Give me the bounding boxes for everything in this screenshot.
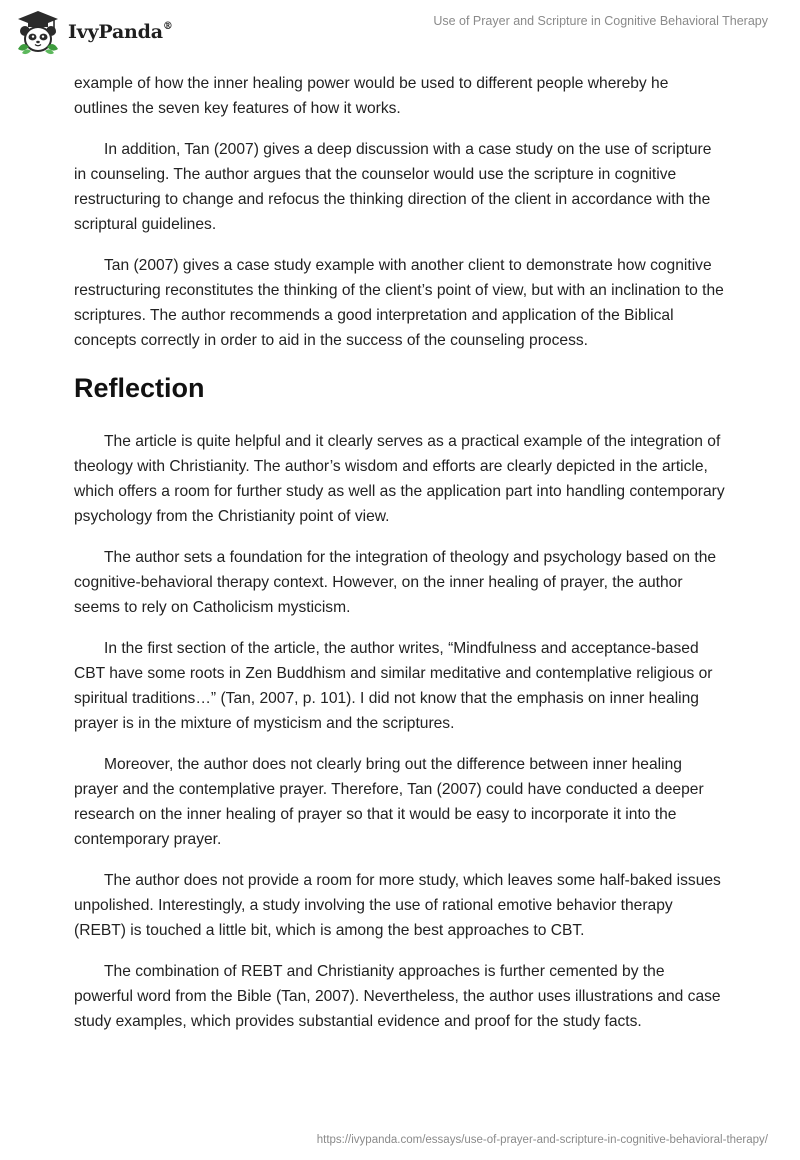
page-header bbox=[0, 0, 800, 64]
paragraph: The author sets a foundation for the integration of theology and psychology based on the cognitive-behavioral therapy context. However, on the inner healing of prayer, the author seems to rely on Catholicism mysticism. bbox=[74, 549, 717, 616]
source-url[interactable]: https://ivypanda.com/essays/use-of-prayer-and-scripture-in-cognitive-behavioral-therapy/ bbox=[316, 1134, 768, 1146]
paragraph-continuation: example of how the inner healing power would be used to different people whereby he outlines the seven key features of how it works. bbox=[74, 75, 669, 117]
paragraph: In the first section of the article, the author writes, “Mindfulness and acceptance-based CBT have some roots in Zen Buddhism and similar meditative and contemplative religious or spiritual traditions…” (Tan, 2007, p. 101). I did not know that the emphasis on inner healing prayer is in the mixture of mysticism and the scriptures. bbox=[74, 640, 713, 732]
paragraph: Tan (2007) gives a case study example with another client to demonstrate how cognitive restructuring reconstitutes the thinking of the client’s point of view, but with an inclination to the scriptures. The author recommends a good interpretation and application of the Biblical concepts correctly in order to aid in the success of the counseling process. bbox=[74, 257, 724, 349]
panda-mascot-icon bbox=[14, 9, 62, 55]
registered-mark: ® bbox=[162, 20, 173, 32]
paragraph: Moreover, the author does not clearly bring out the difference between inner healing prayer and the contemplative prayer. Therefore, Tan (2007) could have conducted a deeper research on the inner healing of prayer so that it would be easy to incorporate it into the contemporary prayer. bbox=[74, 756, 704, 848]
section-heading-reflection: Reflection bbox=[74, 373, 205, 403]
brand-logo[interactable] bbox=[14, 8, 173, 56]
document-title: Use of Prayer and Scripture in Cognitive Behavioral Therapy bbox=[433, 14, 768, 28]
paragraph: In addition, Tan (2007) gives a deep discussion with a case study on the use of scripture in counseling. The author argues that the counselor would use the scripture in cognitive restructuring to change and refocus the thinking direction of the client in accordance with the scriptural guidelines. bbox=[74, 141, 712, 233]
paragraph: The article is quite helpful and it clearly serves as a practical example of the integration of theology with Christianity. The author’s wisdom and efforts are clearly depicted in the article, which offers a room for further study as well as the application part into handling contemporary psychology from the Christianity point of view. bbox=[74, 433, 725, 525]
essay-body bbox=[74, 71, 726, 1050]
brand-name bbox=[68, 21, 173, 43]
paragraph: The author does not provide a room for more study, which leaves some half-baked issues unpolished. Interestingly, a study involving the use of rational emotive behavior therapy (REBT) is touched a little bit, which is among the best approaches to CBT. bbox=[74, 872, 721, 939]
brand-text: IvyPanda bbox=[68, 21, 163, 43]
paragraph: The combination of REBT and Christianity approaches is further cemented by the powerful word from the Bible (Tan, 2007). Nevertheless, the author uses illustrations and case study examples, which provides substantial evidence and proof for the study facts. bbox=[74, 963, 721, 1030]
